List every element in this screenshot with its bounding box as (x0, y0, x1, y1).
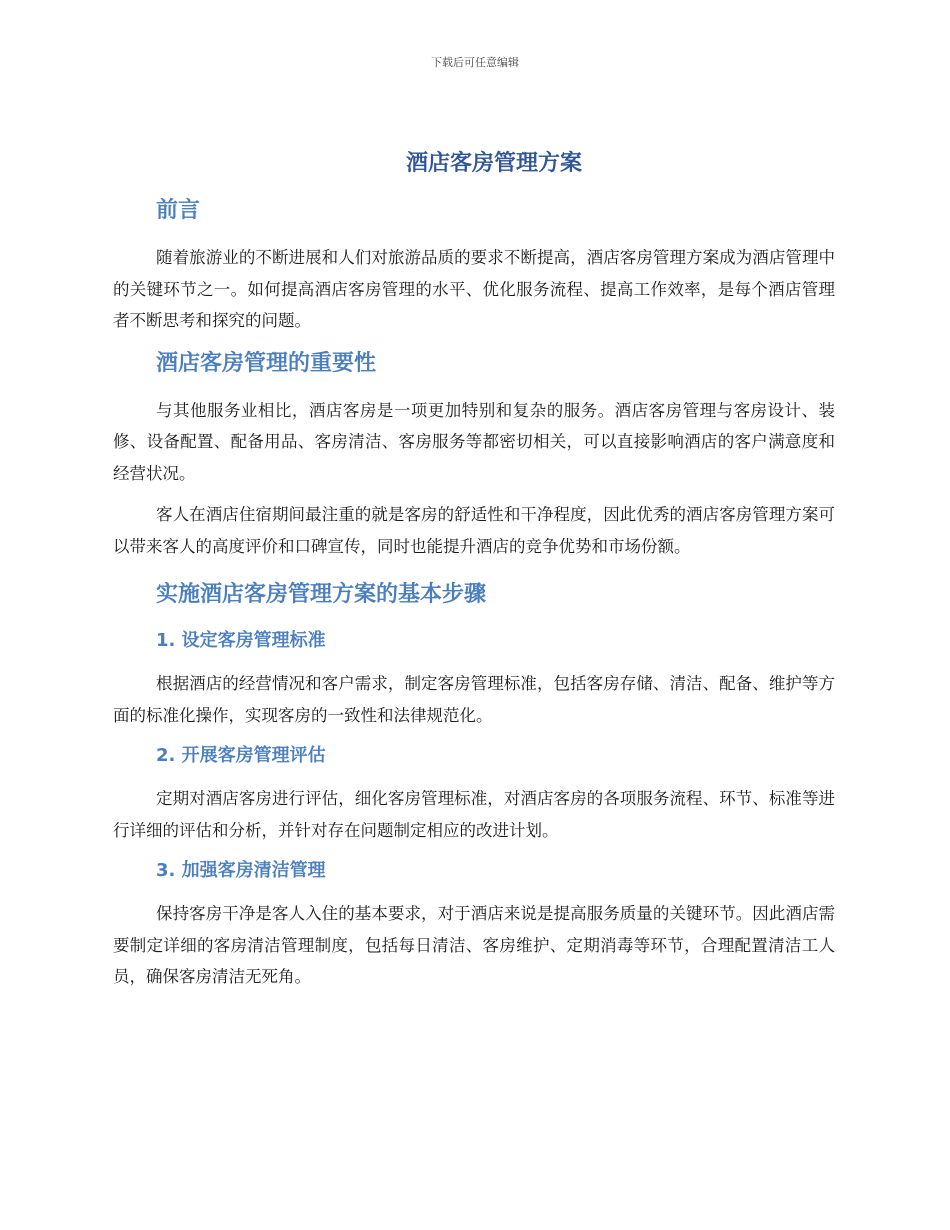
section-heading-importance: 酒店客房管理的重要性 (156, 350, 377, 376)
header-note: 下载后可任意编辑 (431, 56, 519, 69)
paragraph: 根据酒店的经营情况和客户需求，制定客房管理标准，包括客房存储、清洁、配备、维护等方面的标准化操作，实现客房的一致性和法律规范化。 (113, 674, 835, 725)
paragraph: 与其他服务业相比，酒店客房是一项更加特别和复杂的服务。酒店客房管理与客房设计、装修、设备配置、配备用品、客房清洁、客房服务等都密切相关，可以直接影响酒店的客户满意度和经营状况。 (113, 400, 835, 483)
paragraph: 客人在酒店住宿期间最注重的就是客房的舒适性和干净程度，因此优秀的酒店客房管理方案可以带来客人的高度评价和口碑宣传，同时也能提升酒店的竞争优势和市场份额。 (113, 505, 835, 556)
paragraph: 随着旅游业的不断进展和人们对旅游品质的要求不断提高，酒店客房管理方案成为酒店管理中的关键环节之一。如何提高酒店客房管理的水平、优化服务流程、提高工作效率，是每个酒店管理者不断思考和探究的问题。 (113, 248, 835, 330)
subsection-heading-cleaning: 3. 加强客房清洁管理 (156, 860, 326, 881)
section-heading-steps: 实施酒店客房管理方案的基本步骤 (156, 582, 487, 607)
paragraph: 定期对酒店客房进行评估，细化客房管理标准，对酒店客房的各项服务流程、环节、标准等进行详细的评估和分析，并针对存在问题制定相应的改进计划。 (113, 789, 835, 840)
document-body (113, 146, 835, 1003)
document-title: 酒店客房管理方案 (405, 151, 582, 176)
subsection-heading-standards: 1. 设定客房管理标准 (156, 630, 326, 651)
subsection-heading-assessment: 2. 开展客房管理评估 (156, 745, 326, 766)
section-heading-preface: 前言 (156, 198, 201, 223)
paragraph: 保持客房干净是客人入住的基本要求，对于酒店来说是提高服务质量的关键环节。因此酒店需要制定详细的客房清洁管理制度，包括每日清洁、客房维护、定期消毒等环节，合理配置清洁工人员，确保客房清洁无死角。 (113, 904, 835, 986)
